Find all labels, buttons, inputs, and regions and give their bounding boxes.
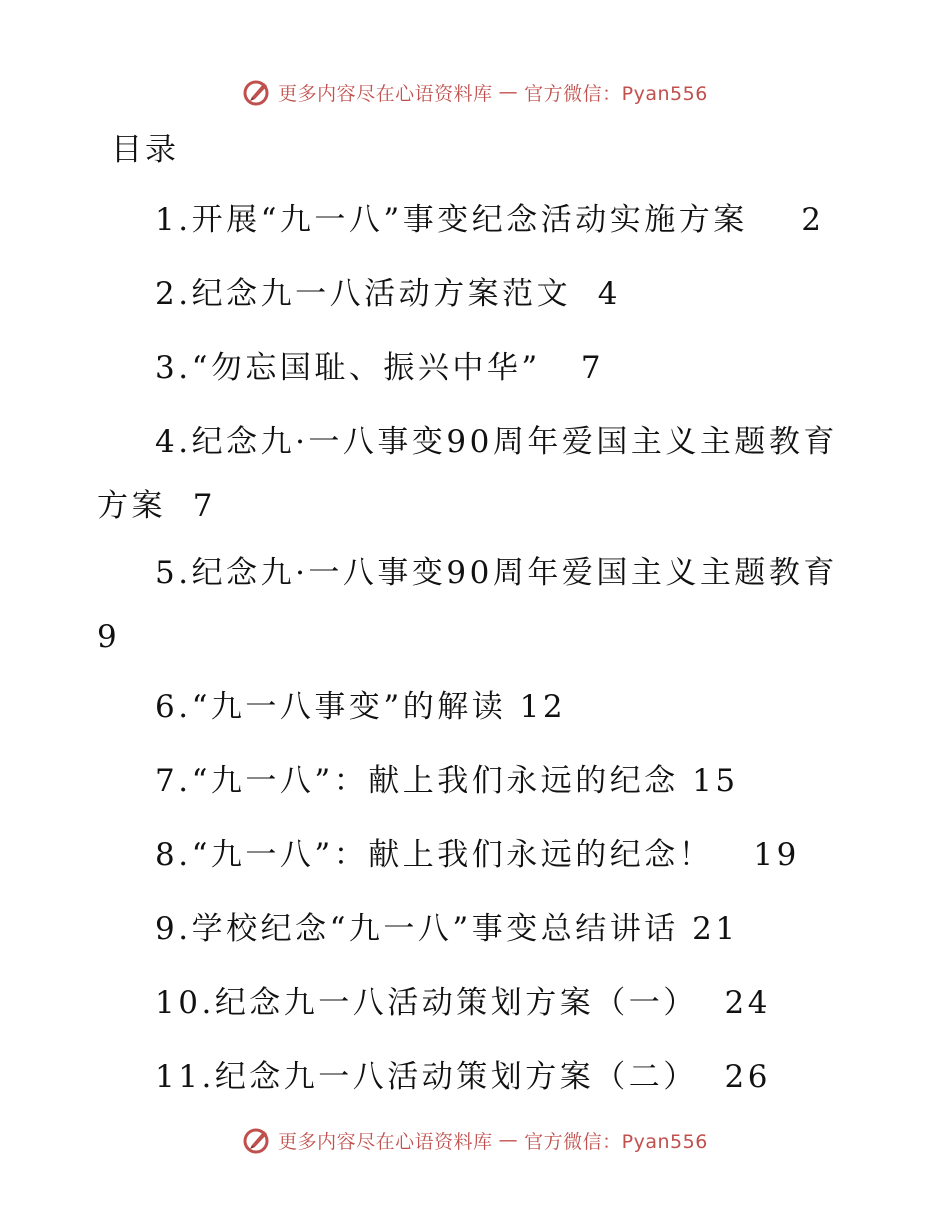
page-number: 2 [801, 202, 825, 238]
toc-entry-3[interactable]: 3.“勿忘国耻、振兴中华” 7 [155, 350, 605, 386]
page-number: 24 [724, 985, 771, 1021]
toc-entry-6[interactable]: 6.“九一八事变”的解读 12 [155, 689, 567, 725]
toc-entry-9[interactable]: 9.学校纪念“九一八”事变总结讲话 21 [155, 911, 739, 947]
toc-entry-1[interactable]: 1.开展“九一八”事变纪念活动实施方案 2 [155, 202, 825, 238]
watermark-sub-text: 官方微信：Pyan556 [524, 82, 708, 105]
footer-watermark [0, 1120, 950, 1160]
toc-entry-11[interactable]: 11.纪念九一八活动策划方案（二） 26 [155, 1059, 771, 1095]
watermark-separator: — [498, 81, 519, 103]
toc-entry-7[interactable]: 7.“九一八”：献上我们永远的纪念 15 [155, 763, 739, 799]
watermark-main-text: 更多内容尽在心语资料库 [278, 1130, 493, 1153]
page-number: 15 [692, 763, 739, 799]
pen-logo-icon [242, 77, 272, 107]
toc-entry-5[interactable]: 5.纪念九·一八事变90周年爱国主义主题教育9 [97, 555, 838, 655]
watermark-sub-text: 官方微信：Pyan556 [524, 1130, 708, 1153]
toc-entry-10[interactable]: 10.纪念九一八活动策划方案（一） 24 [155, 985, 771, 1021]
header-watermark [0, 72, 950, 112]
page-number: 7 [580, 350, 605, 386]
page-number: 19 [753, 837, 800, 873]
page-number: 12 [519, 689, 567, 725]
page-number: 7 [192, 488, 216, 524]
page-number: 9 [97, 619, 121, 655]
page-number: 21 [692, 911, 739, 947]
pen-logo-icon [242, 1125, 272, 1155]
toc-entry-2[interactable]: 2.纪念九一八活动方案范文 4 [155, 276, 622, 312]
watermark-main-text: 更多内容尽在心语资料库 [278, 82, 493, 105]
toc-entry-4[interactable]: 4.纪念九·一八事变90周年爱国主义主题教育方案 7 [97, 424, 838, 524]
page-number: 26 [724, 1059, 771, 1095]
page-number: 4 [597, 276, 622, 312]
toc-title: 目录 [111, 132, 179, 168]
toc-entry-8[interactable]: 8.“九一八”：献上我们永远的纪念！ 19 [155, 837, 800, 873]
watermark-separator: — [498, 1129, 519, 1151]
